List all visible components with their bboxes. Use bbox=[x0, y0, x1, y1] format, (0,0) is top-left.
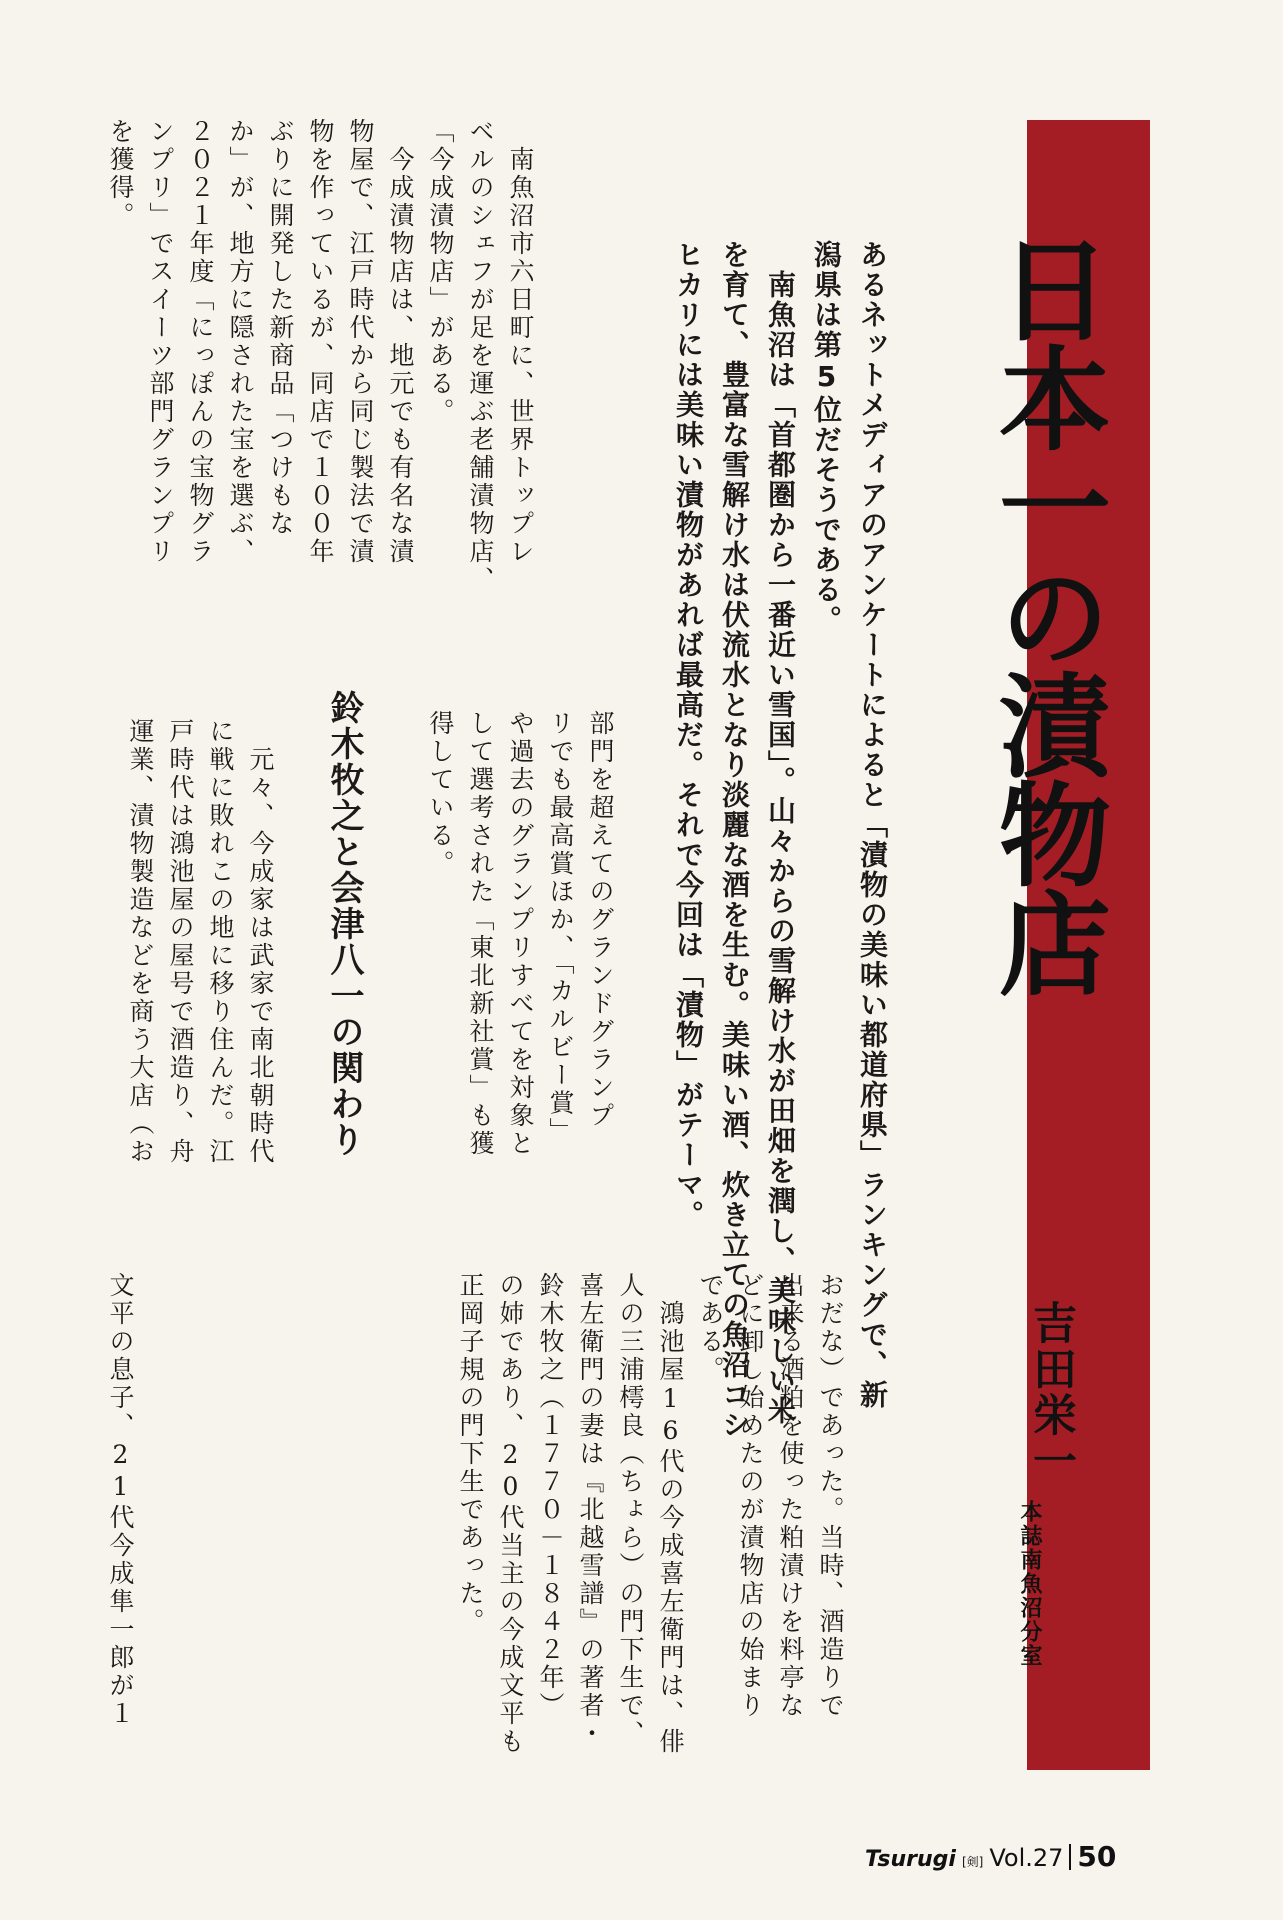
page-footer bbox=[865, 1840, 1116, 1873]
body-column-middle-left: 元々、今成家は武家で南北朝時代 に戦に敗れこの地に移り住んだ。江 戸時代は鴻池屋の屋号で酒造り、舟 運業、漬物製造などを商う大店（お bbox=[126, 718, 275, 1166]
magazine-logo-sub: [剣] bbox=[961, 1855, 984, 1869]
author-affiliation: 本誌南魚沼分室 bbox=[1017, 1500, 1043, 1668]
author-name: 吉田栄一 bbox=[1025, 1300, 1076, 1484]
body-column-upper-middle: 部門を超えてのグランドグランプ リでも最高賞ほか、「カルビー賞」 や過去のグランプリすべてを対象と して選考された「東北新社賞」も獲 得している。 bbox=[426, 710, 615, 1158]
volume-label: Vol.27 bbox=[989, 1844, 1064, 1872]
body-column-lower-right: おだな）であった。当時、酒造りで 出来る酒粕を使った粕漬けを料亭な どに卸し始めたのが漬物店の始まり である。 鴻池屋16代の今成喜左衛門は、俳 人の三浦樗良（ちょら）の門下生で、 喜左衛門の妻は『北越雪譜』の著者・ 鈴木牧之（１７７０－１８４２年） の姉であり、20代当主の今成文平も 正岡子規の門下生であった。 bbox=[456, 1272, 845, 1756]
magazine-logo: Tsurugi bbox=[865, 1847, 956, 1872]
page-number: 50 bbox=[1077, 1840, 1117, 1873]
body-column-lower-left: 文平の息子、21代今成隼一郎が１ bbox=[106, 1272, 135, 1728]
lead-paragraph: あるネットメディアのアンケートによると「漬物の美味い都道府県」ランキングで、新 潟県は第5位だそうである。 南魚沼は「首都圏から一番近い雪国」。山々からの雪解け水が田畑を潤し、美味しい米 を育て、豊富な雪解け水は伏流水となり淡麗な酒を生む。美味い酒、炊き立ての魚沼コシ ヒカリには美味い漬物があれば最高だ。それで今回は「漬物」がテーマ。 bbox=[672, 240, 889, 1440]
body-column-upper-left: 南魚沼市六日町に、世界トップレ ベルのシェフが足を運ぶ老舗漬物店、 「今成漬物店」がある。 今成漬物店は、地元でも有名な漬 物屋で、江戸時代から同じ製法で漬 物を作っているが、同店で１００年 ぶりに開発した新商品「つけもな か」が、地方に隠された宝を選ぶ、 ２０２１年度「にっぽんの宝物グラ ンプリ」でスイーツ部門グランプリ を獲得。 bbox=[106, 118, 535, 594]
section-subheading: 鈴木牧之と会津八一の関わり bbox=[324, 690, 364, 1158]
article-title: 日本一の漬物店 bbox=[980, 232, 1111, 995]
footer-divider bbox=[1069, 1844, 1071, 1870]
